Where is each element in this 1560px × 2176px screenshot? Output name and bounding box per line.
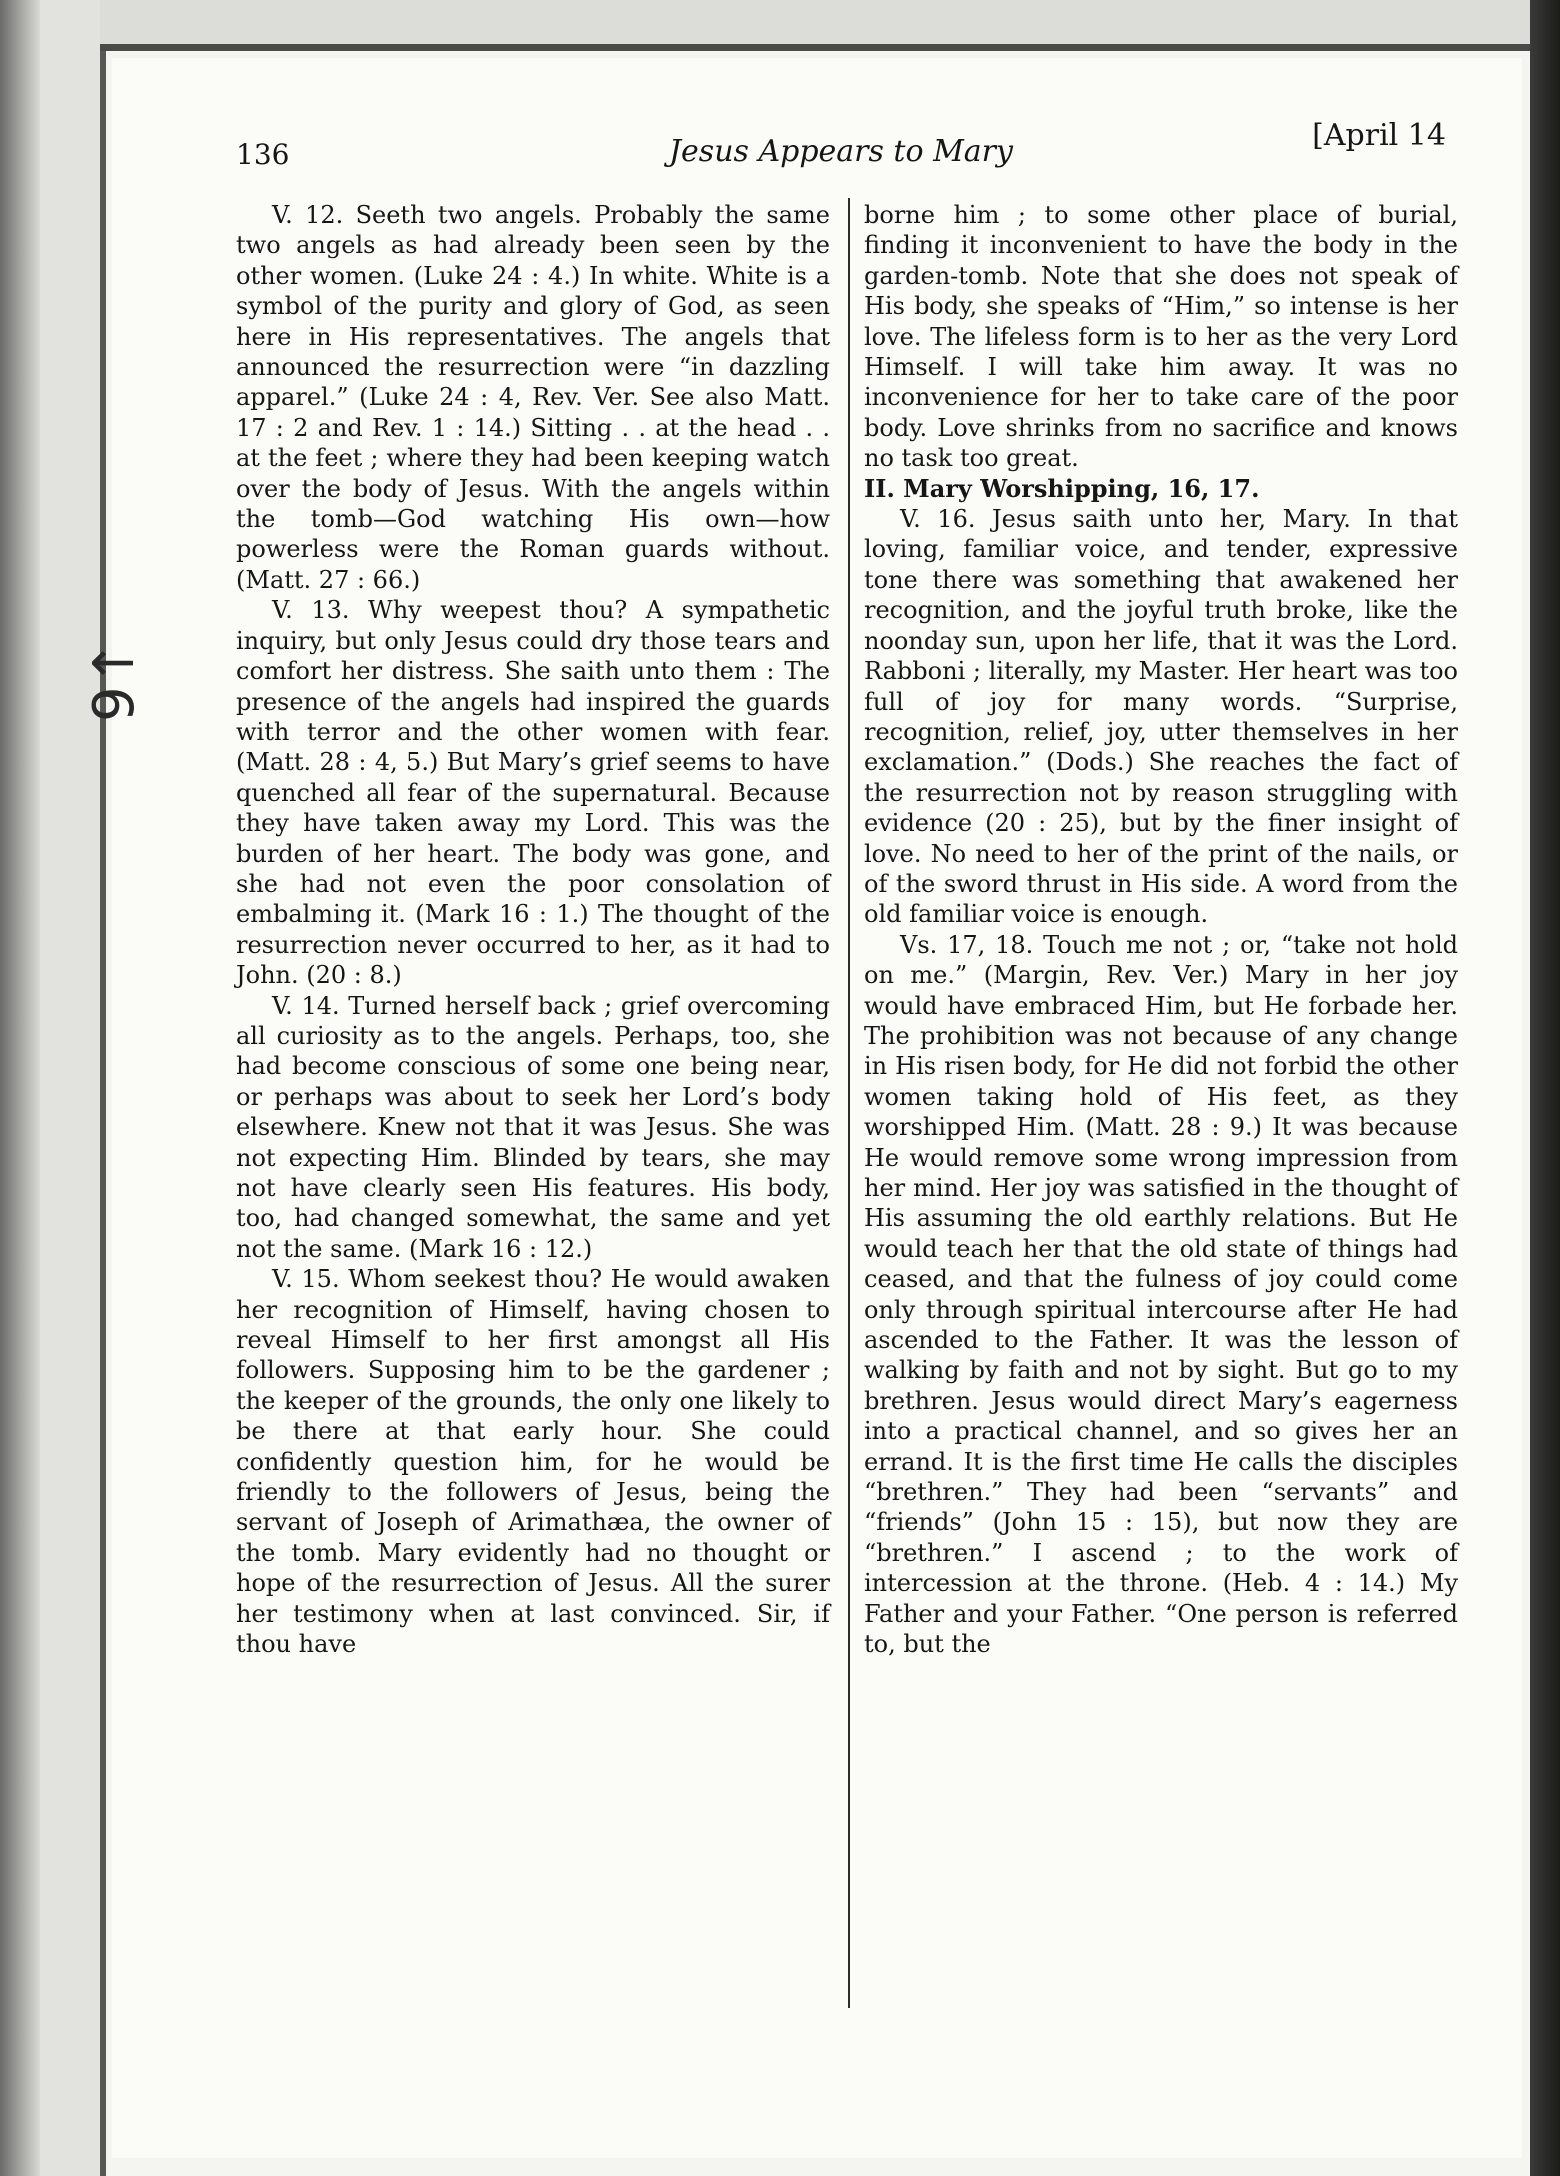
section-heading: II. Mary Worshipping, 16, 17. (864, 473, 1260, 503)
scan-frame-left (0, 0, 40, 2176)
paragraph-verse-13: V. 13. Why weepest thou? A sympathetic inquiry, but only Jesus could dry those tears and comfort her distress. She saith unto them : The presence of the angels had inspired the guards with terror and the other women with fear. (Matt. 28 : 4, 5.) But Mary’s grief seems to have quenched all fear of the supernatural. Because they have taken away my Lord. This was the burden of her heart. The body was gone, and she had not even the poor consolation of embalming it. (Mark 16 : 1.) The thought of the resurrection never occurred to her, as it had to John. (20 : 8.) (236, 596, 830, 990)
running-head (236, 118, 1446, 178)
left-column (236, 200, 830, 1660)
scan-frame-right (1530, 0, 1560, 2176)
paragraph-verses-17-18: Vs. 17, 18. Touch me not ; or, “take not hold on me.” (Margin, Rev. Ver.) Mary in her joy would have embraced Him, but He forbade her. The prohibition was not because of any change in His risen body, for He did not forbid the other women taking hold of His feet, as they worshipped Him. (Matt. 28 : 9.) It was because He would remove some wrong impression from her mind. Her joy was satisfied in the thought of His assuming the old earthly relations. But He would teach her that the old state of things had ceased, and that the fulness of joy could come only through spiritual intercourse after He had ascended to the Father. It was the lesson of walking by faith and not by sight. But go to my brethren. Jesus would direct Mary’s eagerness into a practical channel, and so gives her an errand. It is the first time He calls the disciples “brethren.” They had been “servants” and “friends” (John 15 : 15), but now they are “brethren.” I ascend ; to the work of intercession at the throne. (Heb. 4 : 14.) My Father and your Father. “One person is referred to, but the (864, 930, 1458, 1659)
paragraph-verse-14: V. 14. Turned herself back ; grief overcoming all curiosity as to the angels. Perhaps, too, she had become conscious of some one being near, or perhaps was about to seek her Lord’s body elsewhere. Knew not that it was Jesus. She was not expecting Him. Blinded by tears, she may not have clearly seen His features. His body, too, had changed somewhat, the same and yet not the same. (Mark 16 : 12.) (236, 991, 830, 1263)
running-title: Jesus Appears to Mary (669, 134, 1013, 169)
paragraph-verse-15-continued: borne him ; to some other place of burial, finding it inconvenient to have the body in the garden-tomb. Note that she does not speak of His body, she speaks of “Him,” so intense is her love. The lifeless form is to her as the very Lord Himself. I will take him away. It was no inconvenience for her to take care of the poor body. Love shrinks from no sacrifice and knows no task too great. (864, 201, 1458, 473)
paragraph-verse-12: V. 12. Seeth two angels. Probably the same two angels as had already been seen by the other women. (Luke 24 : 4.) In white. White is a symbol of the purity and glory of God, as seen here in His representatives. The angels that announced the resurrection were “in dazzling apparel.” (Luke 24 : 4, Rev. Ver. See also Matt. 17 : 2 and Rev. 1 : 14.) Sitting . . at the head . . at the feet ; where they had been keeping watch over the body of Jesus. With the angels within the tomb—God watching His own—how powerless were the Roman guards without. (Matt. 27 : 66.) (236, 201, 830, 594)
scan-frame-top (100, 0, 1530, 51)
paragraph-verse-15: V. 15. Whom seekest thou? He would awaken her recognition of Himself, having chosen to reveal Himself to her first amongst all His followers. Supposing him to be the gardener ; the keeper of the grounds, the only one likely to be there at that early hour. She could confidently question him, for he would be friendly to the followers of Jesus, being the servant of Joseph of Arimathæa, the owner of the tomb. Mary evidently had no thought or hope of the resurrection of Jesus. All the surer her testimony when at last convinced. Sir, if thou have (236, 1265, 830, 1659)
handwritten-margin-note: 9↑ (82, 639, 147, 722)
right-column (864, 200, 1458, 1660)
page-number: 136 (236, 138, 290, 171)
paragraph-verse-16: V. 16. Jesus saith unto her, Mary. In that loving, familiar voice, and tender, expressive tone there was something that awakened her recognition, and the joyful truth broke, like the noonday sun, upon her life, that it was the Lord. Rabboni ; literally, my Master. Her heart was too full of joy for many words. “Surprise, recognition, relief, joy, utter themselves in her exclamation.” (Dods.) She reaches the fact of the resurrection not by reason struggling with evidence (20 : 25), but by the finer insight of love. No need to her of the print of the nails, or of the sword thrust in His side. A word from the old familiar voice is enough. (864, 505, 1458, 929)
column-divider (848, 198, 850, 2008)
running-date: [April 14 (1312, 118, 1446, 153)
scan-frame-left-strip (40, 0, 106, 2176)
